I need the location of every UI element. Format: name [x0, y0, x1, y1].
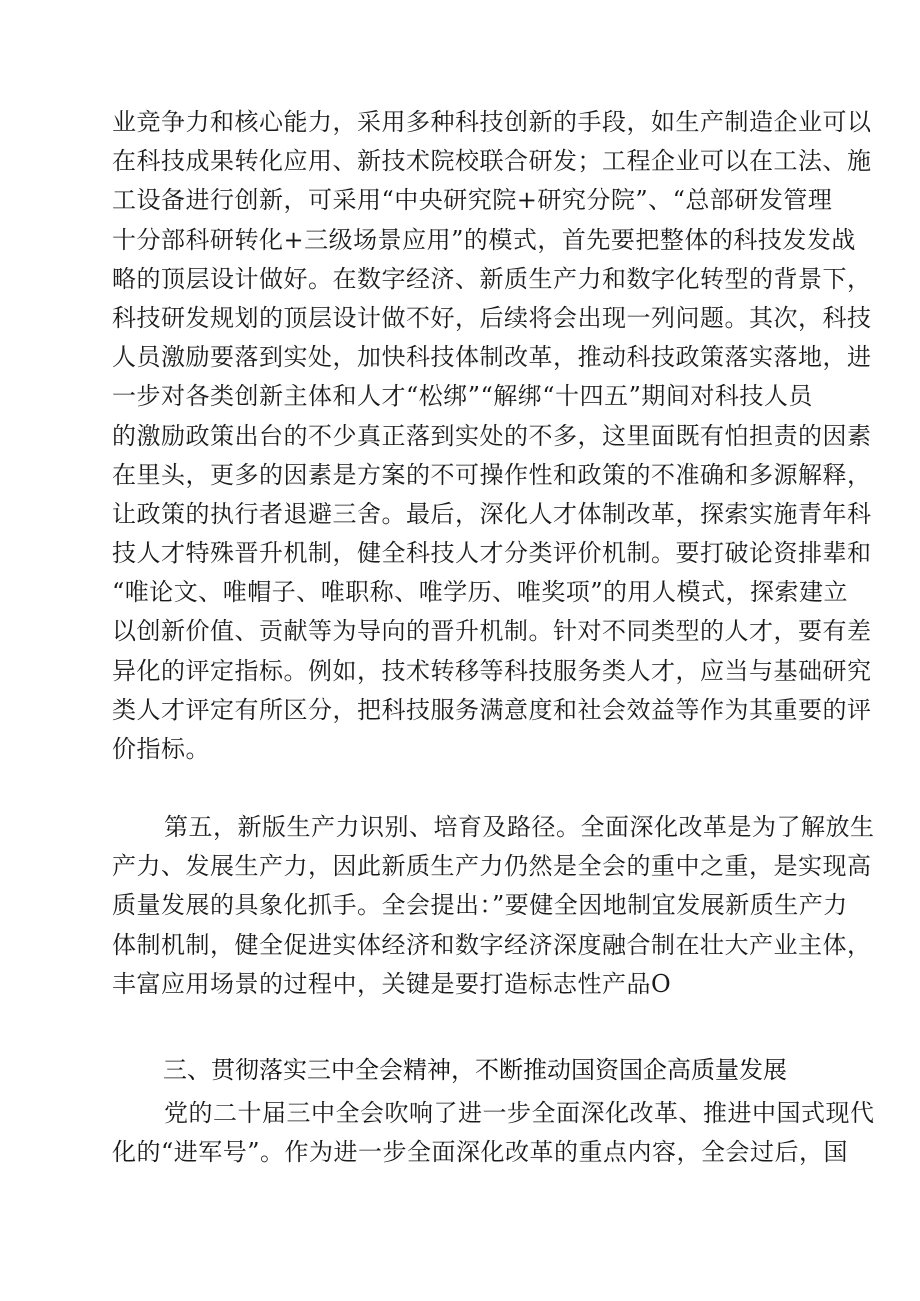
paragraph-line: 在里头，更多的因素是方案的不可操作性和政策的不准确和多源解释， — [112, 460, 872, 489]
body-paragraph — [112, 808, 875, 1004]
paragraph-line: 业竞争力和核心能力，采用多种科技创新的手段，如生产制造企业可以 — [112, 108, 872, 136]
paragraph-line: 党的二十届三中全会吹响了进一步全面深化改革、推进中国式现代 — [164, 1099, 875, 1127]
paragraph-line: 工设备进行创新，可采用“中央研究院+研究分院”、“总部研发管理 — [112, 186, 833, 215]
paragraph-line: 科技研发规划的顶层设计做不好，后续将会出现一列问题。其次，科技 — [112, 303, 872, 332]
paragraph-line: 第五，新版生产力识别、培育及路径。全面深化改革是为了解放生 — [164, 813, 875, 841]
paragraph-line: 略的顶层设计做好。在数字经济、新质生产力和数字化转型的背景下， — [112, 264, 872, 293]
paragraph-line: 丰富应用场景的过程中，关键是要打造标志性产品O — [112, 969, 672, 998]
paragraph-line: 的激励政策出台的不少真正落到实处的不多，这里面既有怕担责的因素 — [112, 421, 872, 450]
paragraph-line: 在科技成果转化应用、新技术院校联合研发；工程企业可以在工法、施 — [112, 147, 872, 176]
paragraph-line: 价指标。 — [112, 735, 210, 763]
paragraph-line: “唯论文、唯帽子、唯职称、唯学历、唯奖项”的用人模式，探索建立 — [112, 578, 849, 607]
paragraph-line: 异化的评定指标。例如，技术转移等科技服务类人才，应当与基础研究 — [112, 656, 872, 685]
paragraph-line: 十分部科研转化+三级场景应用”的模式，首先要把整体的科技发发战 — [112, 225, 856, 254]
section-heading: 三、贯彻落实三中全会精神，不断推动国资国企高质量发展 — [163, 1056, 787, 1084]
body-paragraph — [112, 1094, 875, 1172]
paragraph-line: 产力、发展生产力，因此新质生产力仍然是全会的重中之重，是实现高 — [112, 852, 872, 881]
paragraph-line: 类人才评定有所区分，把科技服务满意度和社会效益等作为其重要的评 — [112, 695, 872, 724]
paragraph-line: 让政策的执行者退避三舍。最后，深化人才体制改革，探索实施青年科 — [112, 499, 872, 528]
body-paragraph — [112, 103, 872, 769]
paragraph-line: 质量发展的具象化抓手。全会提出：”要健全因地制宜发展新质生产力 — [112, 891, 848, 920]
paragraph-line: 人员激励要落到实处，加快科技体制改革，推动科技政策落实落地，进 — [112, 343, 872, 372]
paragraph-line: 一步对各类创新主体和人才“松绑”“解绑“十四五”期间对科技人员 — [112, 382, 813, 411]
paragraph-line: 化的“进军号”。作为进一步全面深化改革的重点内容，全会过后，国 — [112, 1138, 849, 1167]
paragraph-line: 技人才特殊晋升机制，健全科技人才分类评价机制。要打破论资排辈和 — [112, 539, 872, 568]
paragraph-line: 以创新价值、贡献等为导向的晋升机制。针对不同类型的人才，要有差 — [112, 617, 872, 646]
paragraph-line: 体制机制，健全促进实体经济和数字经济深度融合制在壮大产业主体， — [112, 930, 872, 959]
